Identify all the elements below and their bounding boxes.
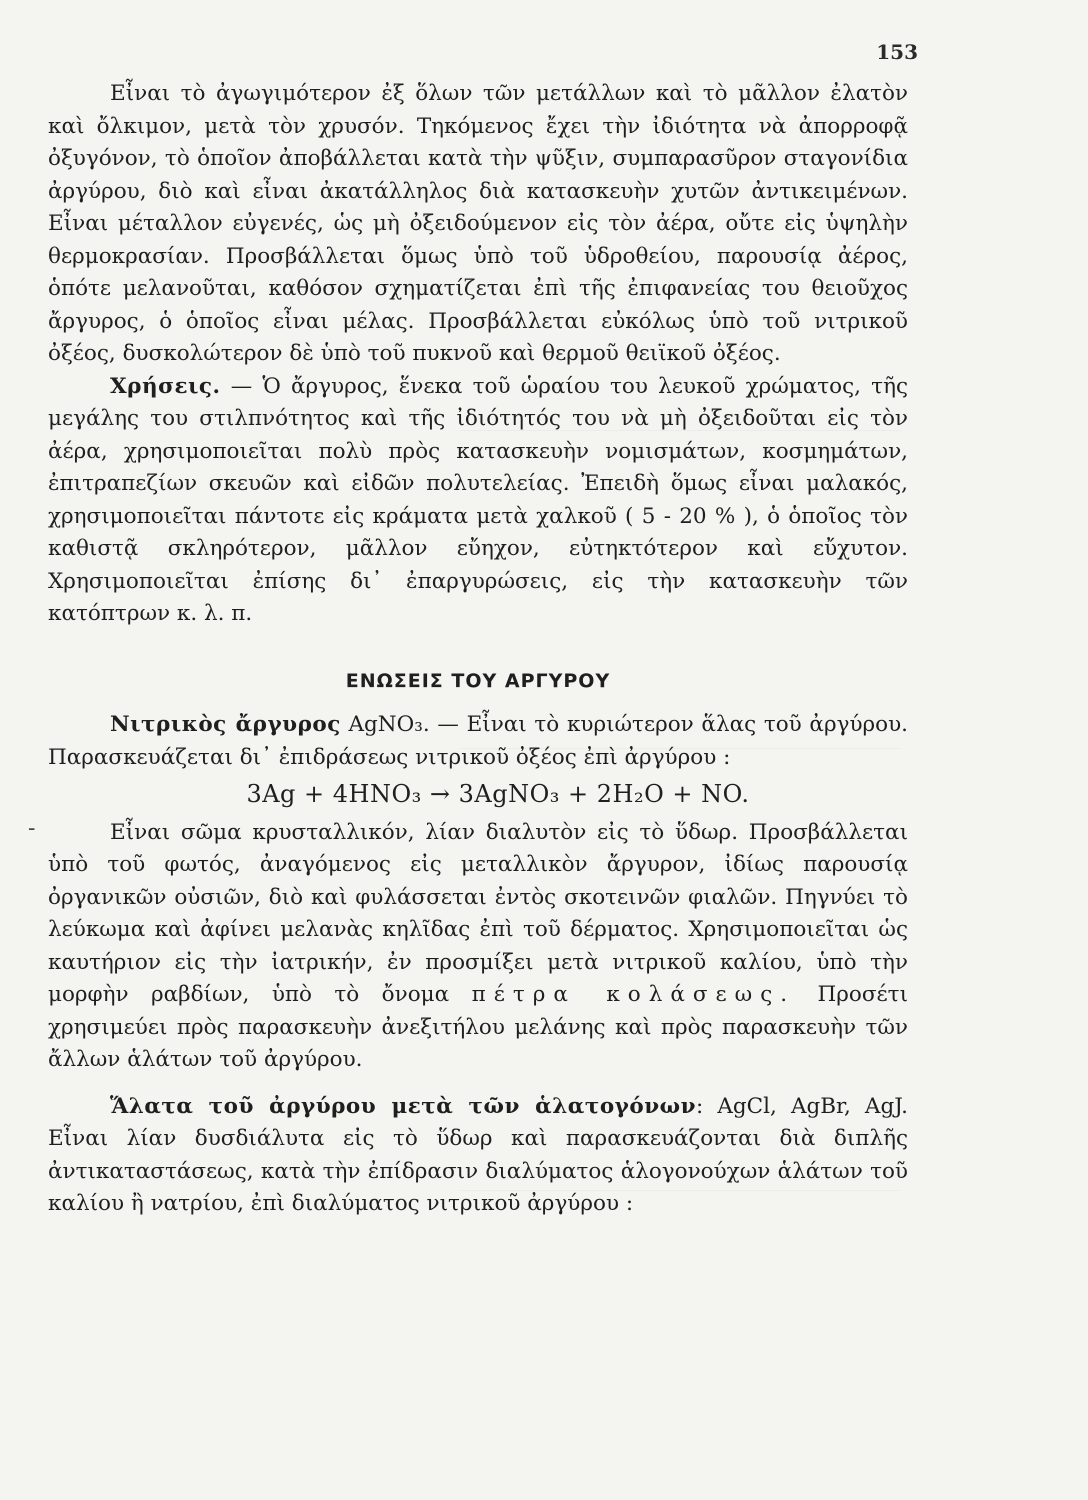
nitrate-properties-text-b: Προσέτι χρησιμεύει πρὸς παρασκευὴν ἀνεξιτήλου μελάνης καὶ πρὸς παρασκευὴν τῶν ἄλλων ἁλάτων τοῦ ἀργύρου. [48, 982, 909, 1072]
show-through-line [460, 430, 900, 431]
paragraph-uses [48, 371, 908, 631]
silver-halides-text: : AgCl, AgBr, AgJ. Εἶναι λίαν δυσδιάλυτα εἰς τὸ ὕδωρ καὶ παρασκευάζονται διὰ διπλῆς ἀντικαταστάσεως, κατὰ τὴν ἐπίδρασιν διαλύματος ἁλογονούχων ἁλάτων τοῦ καλίου ἢ νατρίου, ἐπὶ διαλύματος νιτρικοῦ ἀργύρου : [48, 1093, 908, 1216]
margin-mark: - [28, 816, 36, 841]
show-through-line [460, 1190, 900, 1191]
nitrate-properties-text-a: Εἶναι σῶμα κρυσταλλικόν, λίαν διαλυτὸν εἰς τὸ ὕδωρ. Προσβάλλεται ὑπὸ τοῦ φωτός, ἀναγόμενος εἰς μεταλλικὸν ἄργυρον, ἰδίως παρουσίᾳ ὀργανικῶν οὐσιῶν, διὸ καὶ φυλάσσεται ἐντὸς σκοτεινῶν φιαλῶν. Πηγνύει τὸ λεύκωμα καὶ ἀφίνει μελανὰς κηλῖδας ἐπὶ τοῦ δέρματος. Χρησιμοποιεῖται ὡς καυτήριον εἰς τὴν ἰατρικήν, ἐν προσμίξει μετὰ νιτρικοῦ καλίου, ὑπὸ τὴν μορφὴν ραβδίων, ὑπὸ τὸ ὄνομα [48, 819, 908, 1007]
show-through-line [460, 748, 900, 749]
section-title: ΕΝΩΣΕΙΣ ΤΟΥ ΑΡΓΥΡΟΥ [345, 669, 611, 692]
paragraph-silver-nitrate-properties [48, 817, 908, 1077]
silver-nitrate-heading: Νιτρικὸς ἄργυρος [110, 712, 341, 737]
paragraph-silver-properties: Εἶναι τὸ ἀγωγιμότερον ἐξ ὅλων τῶν μετάλλων καὶ τὸ μᾶλλον ἐλατὸν καὶ ὄλκιμον, μετὰ τὸν χρυσόν. Τηκόμενος ἔχει τὴν ἰδιότητα νὰ ἀπορροφᾷ ὀξυγόνον, τὸ ὁποῖον ἀποβάλλεται κατὰ τὴν ψῦξιν, συμπαρασῦρον σταγονίδια ἀργύρου, διὸ καὶ εἶναι ἀκατάλληλος διὰ κατασκευὴν χυτῶν ἀντικειμένων. Εἶναι μέταλλον εὐγενές, ὡς μὴ ὀξειδούμενον εἰς τὸν ἀέρα, οὔτε εἰς ὑψηλὴν θερμοκρασίαν. Προσβάλλεται ὅμως ὑπὸ τοῦ ὑδροθείου, παρουσίᾳ ἀέρος, ὁπότε μελανοῦται, καθόσον σχηματίζεται ἐπὶ τῆς ἐπιφανείας του θειοῦχος ἄργυρος, ὁ ὁποῖος εἶναι μέλας. Προσβάλλεται εὐκόλως ὑπὸ τοῦ νιτρικοῦ ὀξέος, δυσκολώτερον δὲ ὑπὸ τοῦ πυκνοῦ καὶ θερμοῦ θειϊκοῦ ὀξέος. [48, 81, 908, 366]
silver-nitrate-text: AgNO₃. — Εἶναι τὸ κυριώτερον ἅλας τοῦ ἀργύρου. Παρασκευάζεται δι᾽ ἐπιδράσεως νιτρικοῦ ὀξέος ἐπὶ ἀργύρου : [48, 712, 908, 770]
silver-halides-heading: Ἅλατα τοῦ ἀργύρου μετὰ τῶν ἁλατογόνων [110, 1093, 696, 1119]
spaced-term: πέτρα κολάσεως. [471, 982, 796, 1007]
chemical-equation: 3Ag + 4HNO₃ → 3AgNO₃ + 2H₂O + NO. [246, 780, 750, 808]
paragraph-silver-halides [48, 1091, 908, 1221]
page-number: 153 [876, 40, 918, 64]
uses-text: — Ὁ ἄργυρος, ἕνεκα τοῦ ὡραίου του λευκοῦ χρώματος, τῆς μεγάλης του στιλπνότητος καὶ τῆς ἰδιότητός του νὰ μὴ ὀξειδοῦται εἰς τὸν ἀέρα, χρησιμοποιεῖται πολὺ πρὸς κατασκευὴν νομισμάτων, κοσμημάτων, ἐπιτραπεζίων σκευῶν καὶ εἰδῶν πολυτελείας. Ἐπειδὴ ὅμως εἶναι μαλακός, χρησιμοποιεῖται πάντοτε εἰς κράματα μετὰ χαλκοῦ ( 5 - 20 % ), ὁ ὁποῖος τὸν καθιστᾷ σκληρότερον, μᾶλλον εὔηχον, εὐτηκτότερον καὶ εὔχυτον. Χρησιμοποιεῖται ἐπίσης δι᾽ ἐπαργυρώσεις, εἰς τὴν κατασκευὴν τῶν κατόπτρων κ. λ. π. [48, 373, 908, 626]
paragraph-silver-nitrate [48, 709, 908, 774]
uses-heading: Χρήσεις. [110, 373, 221, 399]
body-text [48, 78, 908, 1221]
